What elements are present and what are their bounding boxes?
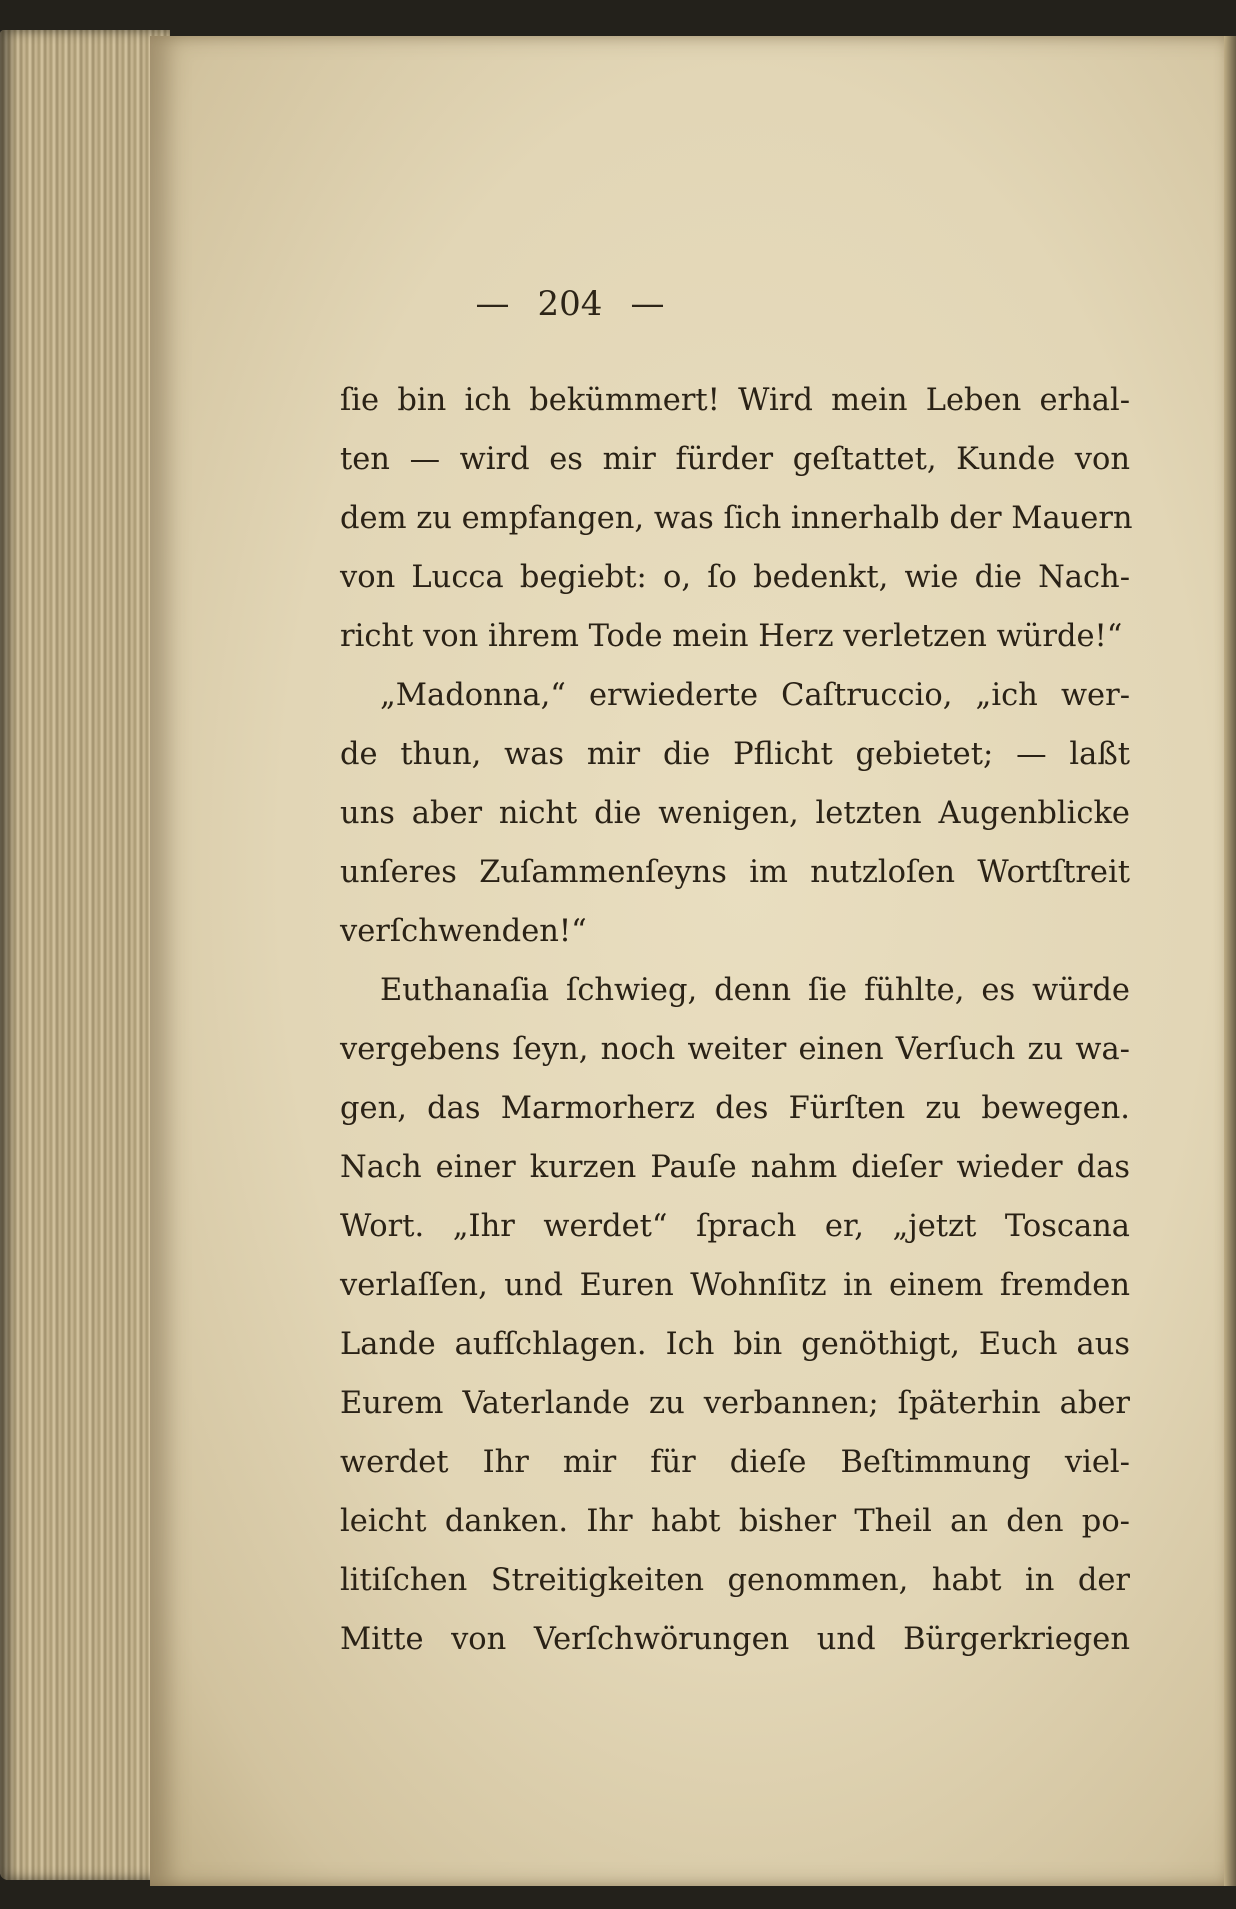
text-line-12: vergebens ſeyn, noch weiter einen Verſuch zu wa- — [340, 1032, 1130, 1067]
text-line-11: Euthanaſia ſchwieg, denn ſie fühlte, es würde — [380, 973, 1130, 1008]
page-number-value: 204 — [537, 284, 603, 324]
text-line-6: „Madonna,“ erwiederte Caſtruccio, „ich wer- — [380, 678, 1130, 713]
text-line-8: uns aber nicht die wenigen, letzten Augenblicke — [340, 796, 1130, 831]
text-line-19: werdet Ihr mir für dieſe Beſtimmung viel- — [340, 1445, 1130, 1480]
page-number-dash-right: — — [630, 284, 665, 324]
text-line-9: unſeres Zuſammenſeyns im nutzloſen Wortſtreit — [340, 855, 1130, 890]
text-line-13: gen, das Marmorherz des Fürſten zu bewegen. — [340, 1091, 1130, 1126]
text-line-17: Lande aufſchlagen. Ich bin genöthigt, Euch aus — [340, 1327, 1130, 1362]
body-text — [340, 371, 1133, 1669]
text-line-14: Nach einer kurzen Pauſe nahm dieſer wieder das — [340, 1150, 1130, 1185]
text-line-3: dem zu empfangen, was ſich innerhalb der Mauern — [340, 501, 1133, 536]
page-number — [30, 284, 1110, 324]
text-line-2: ten — wird es mir fürder geſtattet, Kunde von — [340, 442, 1130, 477]
book-page — [150, 36, 1230, 1886]
text-line-18: Eurem Vaterlande zu verbannen; ſpäterhin aber — [340, 1386, 1130, 1421]
text-line-16: verlaſſen, und Euren Wohnſitz in einem fremden — [340, 1268, 1130, 1303]
text-line-22: Mitte von Verſchwörungen und Bürgerkriegen — [340, 1622, 1130, 1657]
text-line-1: ſie bin ich bekümmert! Wird mein Leben erhal- — [340, 383, 1130, 418]
text-line-20: leicht danken. Ihr habt bisher Theil an den po- — [340, 1504, 1130, 1539]
text-line-4: von Lucca begiebt: o, ſo bedenkt, wie die Nach- — [340, 560, 1130, 595]
text-line-10: verſchwenden!“ — [340, 914, 587, 949]
page-right-edge — [1224, 36, 1236, 1886]
text-line-21: litiſchen Streitigkeiten genommen, habt in der — [340, 1563, 1130, 1598]
text-line-15: Wort. „Ihr werdet“ ſprach er, „jetzt Toscana — [340, 1209, 1130, 1244]
text-line-5: richt von ihrem Tode mein Herz verletzen würde!“ — [340, 619, 1123, 654]
page-number-dash-left: — — [475, 284, 510, 324]
text-line-7: de thun, was mir die Pflicht gebietet; — laßt — [340, 737, 1130, 772]
